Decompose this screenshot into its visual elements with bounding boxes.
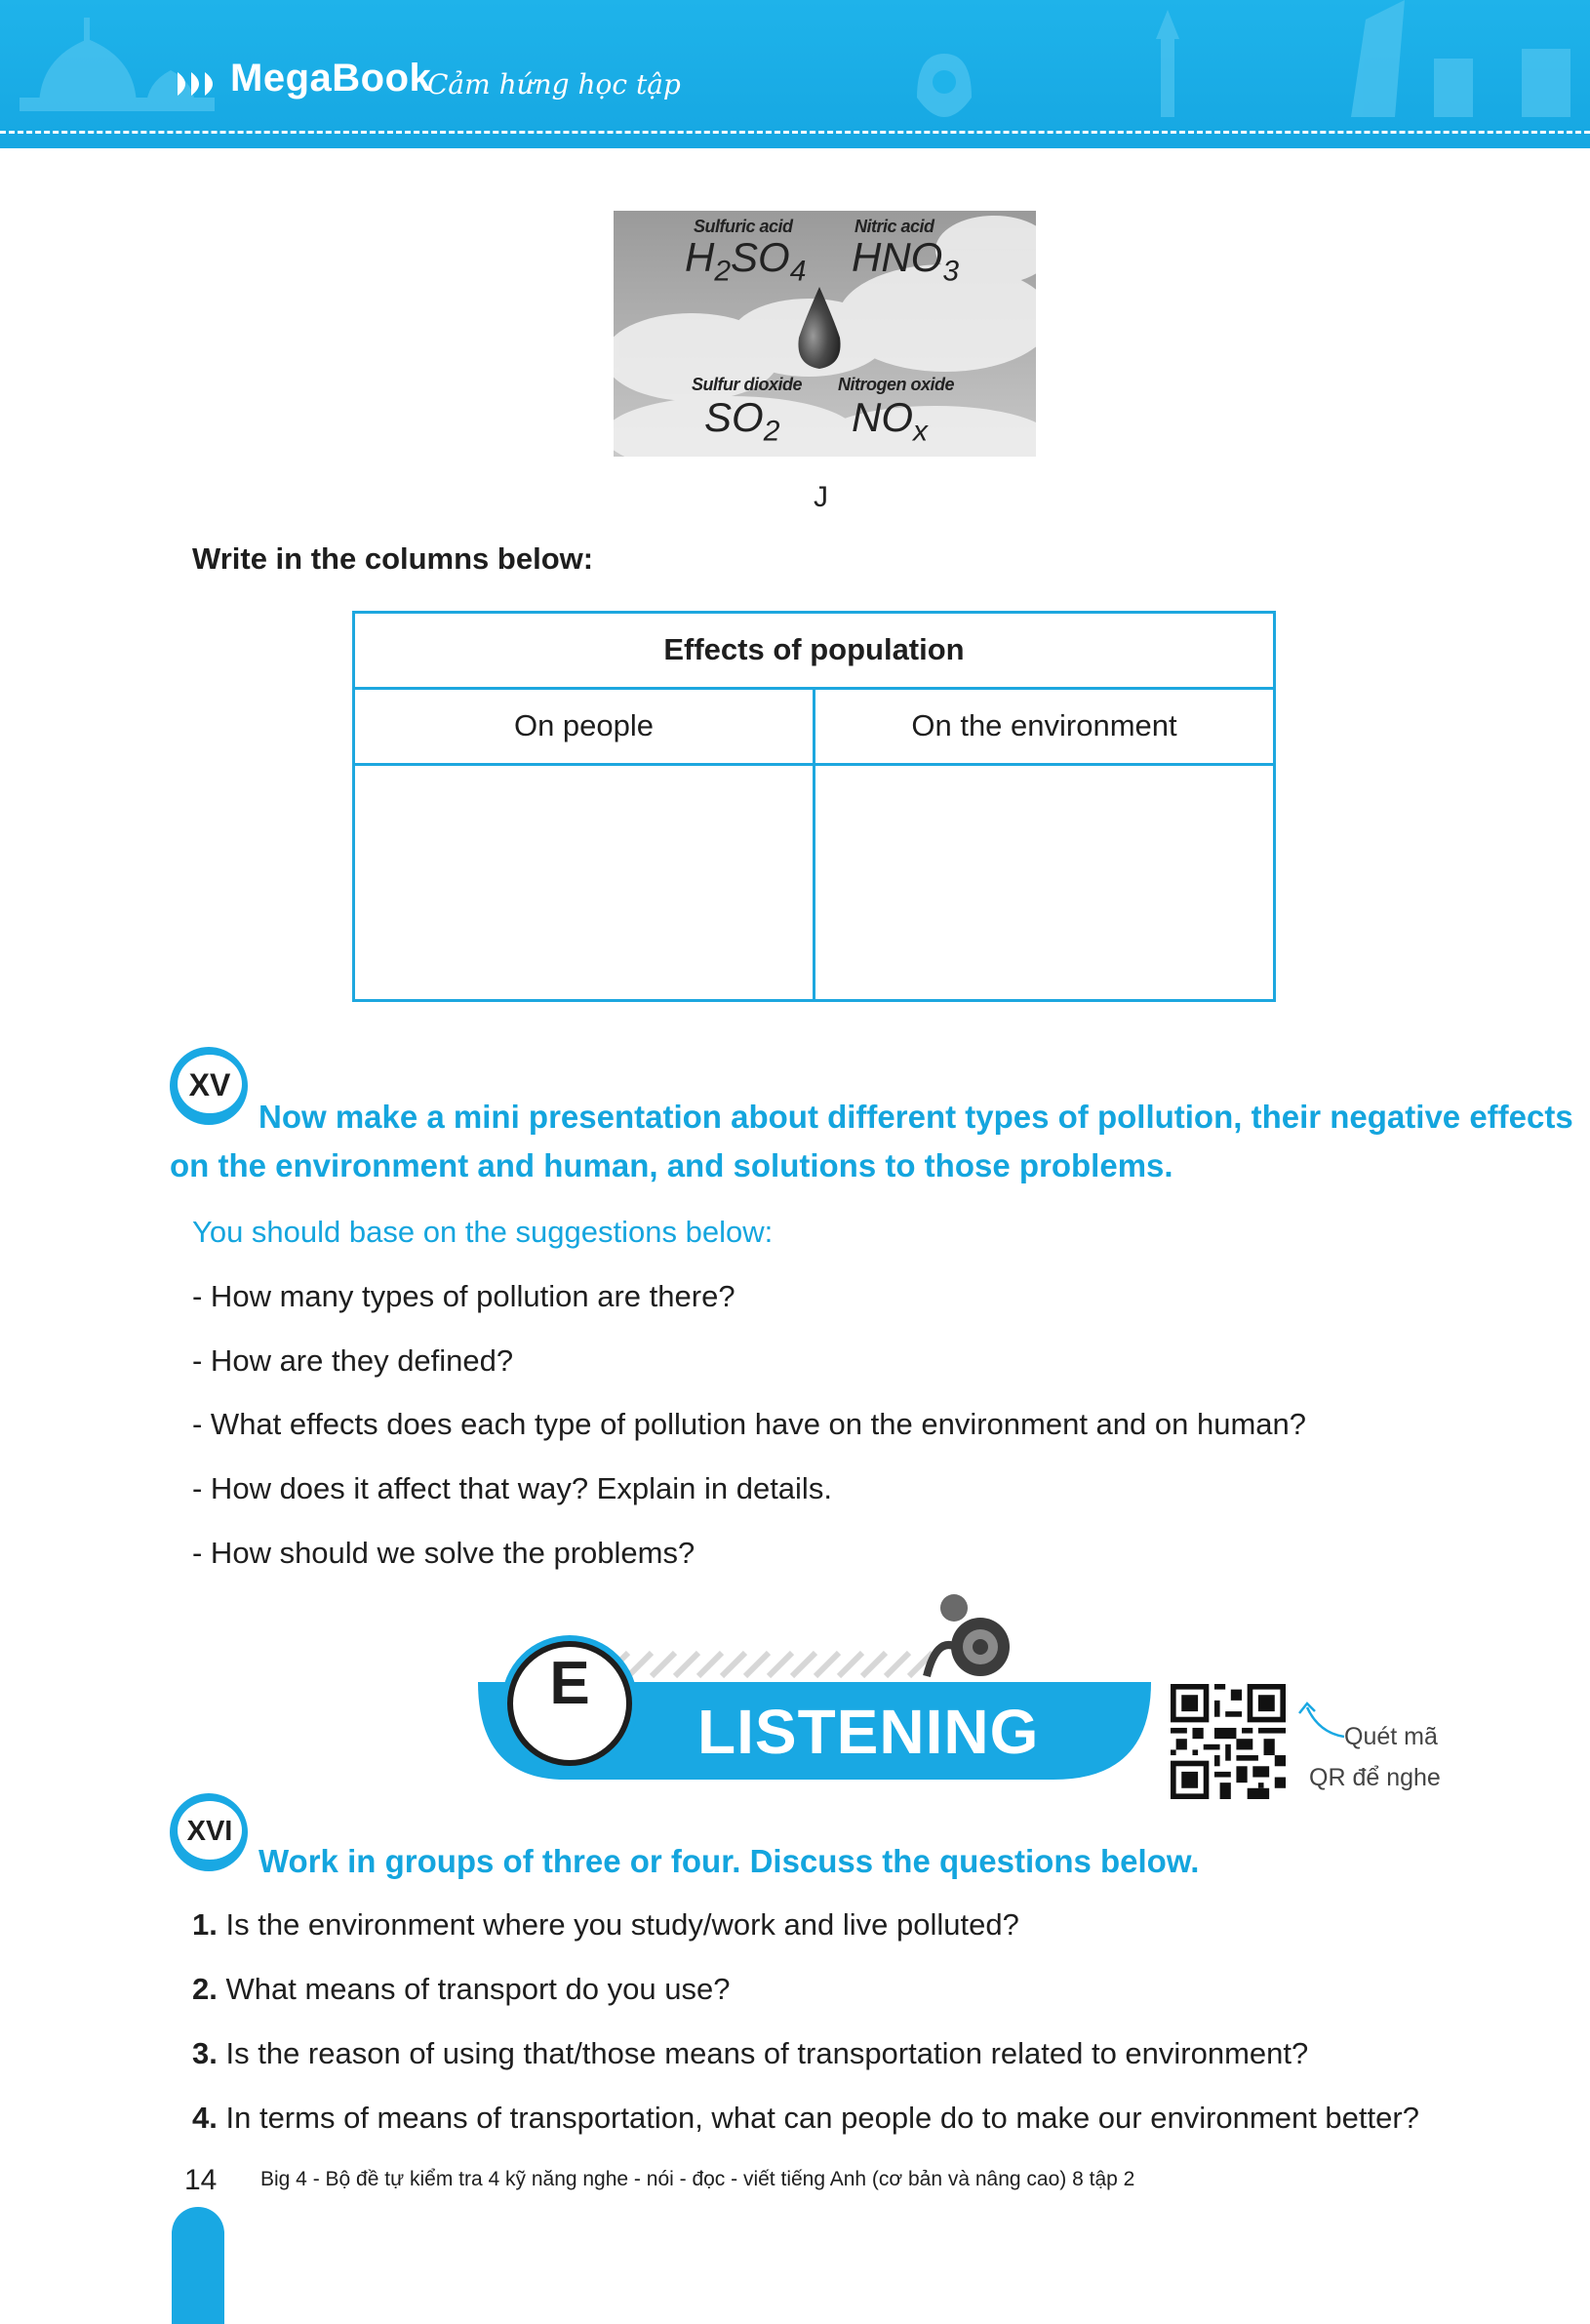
footer-tab — [172, 2207, 224, 2324]
listening-title: LISTENING — [697, 1697, 1040, 1767]
effects-table — [352, 611, 1276, 1002]
table-header: Effects of population — [354, 613, 1275, 689]
formula-h2so4: $H_2SO_4$ — [685, 234, 807, 288]
image-caption: J — [814, 481, 828, 513]
acid-rain-image — [614, 211, 1036, 457]
suggestion-item: - How are they defined? — [192, 1343, 514, 1378]
footer-book-title: Big 4 - Bộ đề tự kiểm tra 4 kỹ năng nghe - nói - đọc - viết tiếng Anh (cơ bản và nâng cao) 8 tập 2 — [260, 2168, 1135, 2190]
suggestion-item: - How does it affect that way? Explain in details. — [192, 1471, 832, 1505]
column-on-environment: On the environment — [815, 688, 1275, 764]
question-item: 3. Is the reason of using that/those means of transportation related to environment? — [192, 2036, 1309, 2070]
label-nitrogen-oxide: Nitrogen oxide — [838, 375, 955, 394]
answer-cell-people[interactable] — [354, 764, 815, 1000]
qr-caption-line2: QR để nghe — [1309, 1764, 1441, 1791]
section-xv-heading-line2: on the environment and human, and solutions to those problems. — [170, 1147, 1173, 1183]
formula-nox: $NO_x$ — [852, 394, 928, 448]
brand-name: MegaBook — [230, 57, 432, 100]
formula-hno3: $HNO_3$ — [852, 234, 960, 288]
column-on-people: On people — [354, 688, 815, 764]
label-sulfur-dioxide: Sulfur dioxide — [692, 375, 803, 394]
brand-slogan: Cảm hứng học tập — [427, 68, 681, 100]
label-sulfuric-acid: Sulfuric acid — [694, 217, 793, 236]
label-nitric-acid: Nitric acid — [855, 217, 934, 236]
section-badge-xvi: XVI — [170, 1793, 248, 1871]
section-letter: E — [549, 1650, 590, 1717]
qr-code-icon[interactable] — [1171, 1684, 1286, 1799]
qr-caption-line1: Quét mã — [1344, 1723, 1438, 1750]
question-item: 1. Is the environment where you study/work and live polluted? — [192, 1907, 1019, 1942]
page-header — [0, 0, 1590, 148]
write-columns-title: Write in the columns below: — [192, 541, 594, 576]
section-badge-xv: XV — [170, 1047, 248, 1125]
cloud-background — [614, 211, 1036, 457]
suggestion-item: - How should we solve the problems? — [192, 1536, 696, 1570]
question-item: 2. What means of transport do you use? — [192, 1972, 731, 2006]
header-divider — [0, 131, 1590, 134]
section-xv-heading-line1: Now make a mini presentation about different types of pollution, their negative effects — [258, 1099, 1573, 1135]
question-item: 4. In terms of means of transportation, what can people do to make our environment better? — [192, 2101, 1419, 2135]
suggestion-item: - What effects does each type of pollution have on the environment and on human? — [192, 1407, 1307, 1441]
curved-arrow-icon — [1290, 1698, 1346, 1741]
suggestion-item: - How many types of pollution are there? — [192, 1279, 735, 1313]
suggestions-intro: You should base on the suggestions below: — [192, 1215, 774, 1249]
page-number: 14 — [184, 2164, 218, 2196]
section-xvi-heading: Work in groups of three or four. Discuss the questions below. — [258, 1843, 1200, 1879]
megabook-logo-icon — [178, 70, 228, 98]
formula-so2: $SO_2$ — [704, 394, 780, 448]
answer-cell-environment[interactable] — [815, 764, 1275, 1000]
